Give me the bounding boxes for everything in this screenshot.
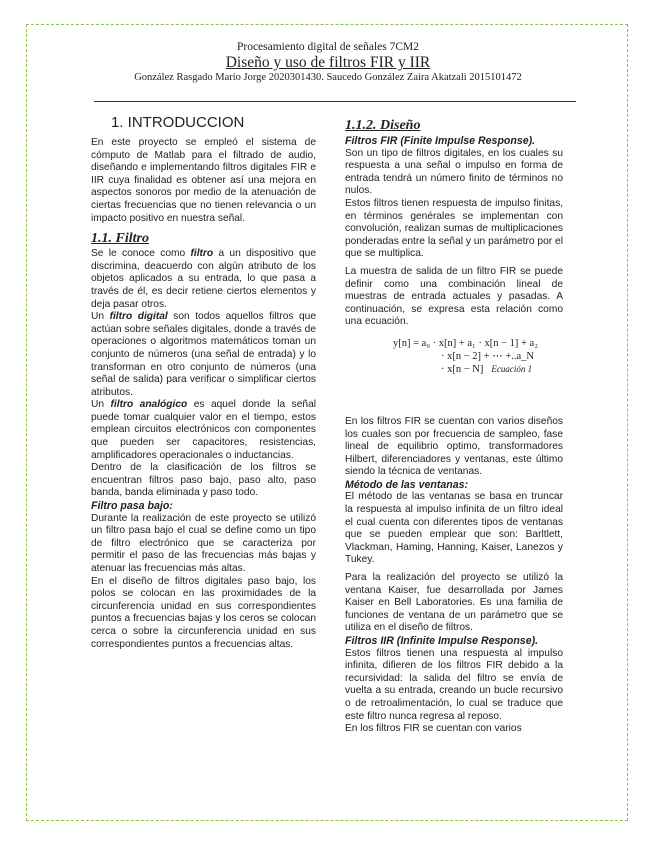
clasificacion-paragraph: Dentro de la clasificación de los filtros se encuentran filtros paso bajo, paso alto, paso banda, banda eliminada y paso todo. (91, 462, 316, 499)
fir-paragraph-3: La muestra de salida de un filtro FIR se puede definir como una combinación lineal de muestras de entrada actuales y pasadas. A continuación, se expresa esta relación como una ecuación. (345, 265, 563, 328)
ventanas-paragraph-2: Para la realización del proyecto se utilizó la ventana Kaiser, fue desarrollada por James Kaiser en Bell Laboratories. Es una familia de funciones de ventana de un parámetro que se utiliza en el diseño de filtros. (345, 572, 563, 634)
iir-paragraph-1: Estos filtros tienen una respuesta al impulso infinita, difieren de los filtros FIR debido a la recursividad: la salida del filtro se envía de vuelta a su entrada, creando un bucle recursivo o de retroalimentación, lo cual se traduce que este filtro nunca regresa al reposo. (345, 647, 563, 722)
pasa-bajo-paragraph-2: En el diseño de filtros digitales paso bajo, los polos se colocan en las proximidades de la circunferencia unidad en sus correspondientes puntos a frecuencias bajas y los ceros se colocan cerca o sobre la circunferencia unidad en sus correspondientes puntos a frecuencias altas. (91, 575, 316, 650)
equation-label: Ecuación 1 (491, 363, 533, 374)
filtro-analogico-paragraph: Un filtro analógico es aquel donde la señal puede tomar cualquier valor en el tiempo, estos emplean circuitos electrónicos con componentes que pueden ser capacitores, resistencias, amplificadores operacionales o inductancias. (91, 399, 317, 461)
fir-heading: Filtros FIR (Finite Impulse Response). (345, 135, 536, 147)
course-line: Procesamiento digital de señales 7CM2 (236, 41, 420, 53)
intro-heading: 1. INTRODUCCION (111, 114, 245, 131)
authors-line: González Rasgado Mario Jorge 2020301430. Saucedo González Zaira Akatzali 2015101472 (134, 72, 522, 83)
filtro-heading: 1.1. Filtro (91, 231, 149, 247)
iir-paragraph-2: En los filtros FIR se cuentan con varios (345, 723, 522, 735)
fir-paragraph-2: Estos filtros tienen respuesta de impulso finitas, en términos genérales se implementan con convolución, realizan sumas de multiplicaciones ponderadas entre la señal y un parámetro por el que se multiplica. (345, 197, 563, 260)
document-header (30, 40, 626, 85)
equation-1 (393, 337, 563, 376)
ventanas-heading: Método de las ventanas: (345, 478, 469, 491)
header-rule (94, 101, 576, 102)
pasa-bajo-paragraph-1: Durante la realización de este proyecto se utilizó un filtro pasa bajo el cual se define como un tipo de filtro electrónico que se caracteriza por permitir el paso de las frecuencias más bajas y atenuar las frecuencias más altas. (91, 512, 316, 574)
filtro-digital-paragraph: Un filtro digital son todos aquellos filtros que actúan sobre señales digitales, donde a través de operaciones o algoritmos matemáticos toman un conjunto de números (una señal de entrada) y lo transforman en otro conjunto de números (una señal de salida) para verificar o simplificar ciertos atributos. (91, 311, 316, 398)
equation-line-2: · x[n − 2] + ⋯ +..a_N (441, 350, 534, 362)
diseno-heading: 1.1.2. Diseño (345, 118, 421, 133)
right-column (345, 118, 563, 736)
intro-paragraph: En este proyecto se empleó el sistema de cómputo de Matlab para el filtrado de audio, diseñando e implementando filtros digitales FIR e IIR cuya finalidad es obtener así una mejora en aspectos sonoros por medio de la atenuación de ciertas frecuencias que no tienen relevancia o un impacto positivo en nuestra señal. (91, 137, 316, 224)
ventanas-paragraph-1: El método de las ventanas se basa en truncar la respuesta al impulso infinita de un filtro ideal el cual cuenta con diferentes tipos de ventanas que se pueden emplear que son: Barltlett, Vlackman, Haming, Hanning, Kaiser, Lanezos y Tukey. (345, 491, 563, 566)
fir-paragraph-1: Son un tipo de filtros digitales, en los cuales su respuesta a una señal o impulso en forma de entrada tendrá un número finito de términos no nulos. (345, 147, 563, 197)
left-column (91, 114, 316, 651)
fir-paragraph-4: En los filtros FIR se cuentan con varios diseños los cuales son por frecuencia de sampleo, fase lineal de equilibrio optimo, transformadores Hilbert, diferenciadores y ventanas, este último siendo la técnica de ventanas. (345, 415, 563, 478)
equation-line-1: y[n] = a₀ · x[n] + a₁ · x[n − 1] + a₂ (393, 337, 538, 349)
iir-heading: Filtros IIR (Infinite Impulse Response). (345, 635, 539, 647)
document-title: Diseño y uso de filtros FIR y IIR (225, 54, 431, 71)
pasa-bajo-heading: Filtro pasa bajo: (91, 500, 173, 513)
filtro-paragraph: Se le conoce como filtro a un dispositivo que discrimina, deacuerdo con algún atributo de los objetos aplicados a su entrada, lo que pasa a través de él, es decir retiene ciertos elementos y deja pasar otros. (91, 248, 316, 310)
equation-line-3: · x[n − N] Ecuación 1 (441, 363, 533, 375)
